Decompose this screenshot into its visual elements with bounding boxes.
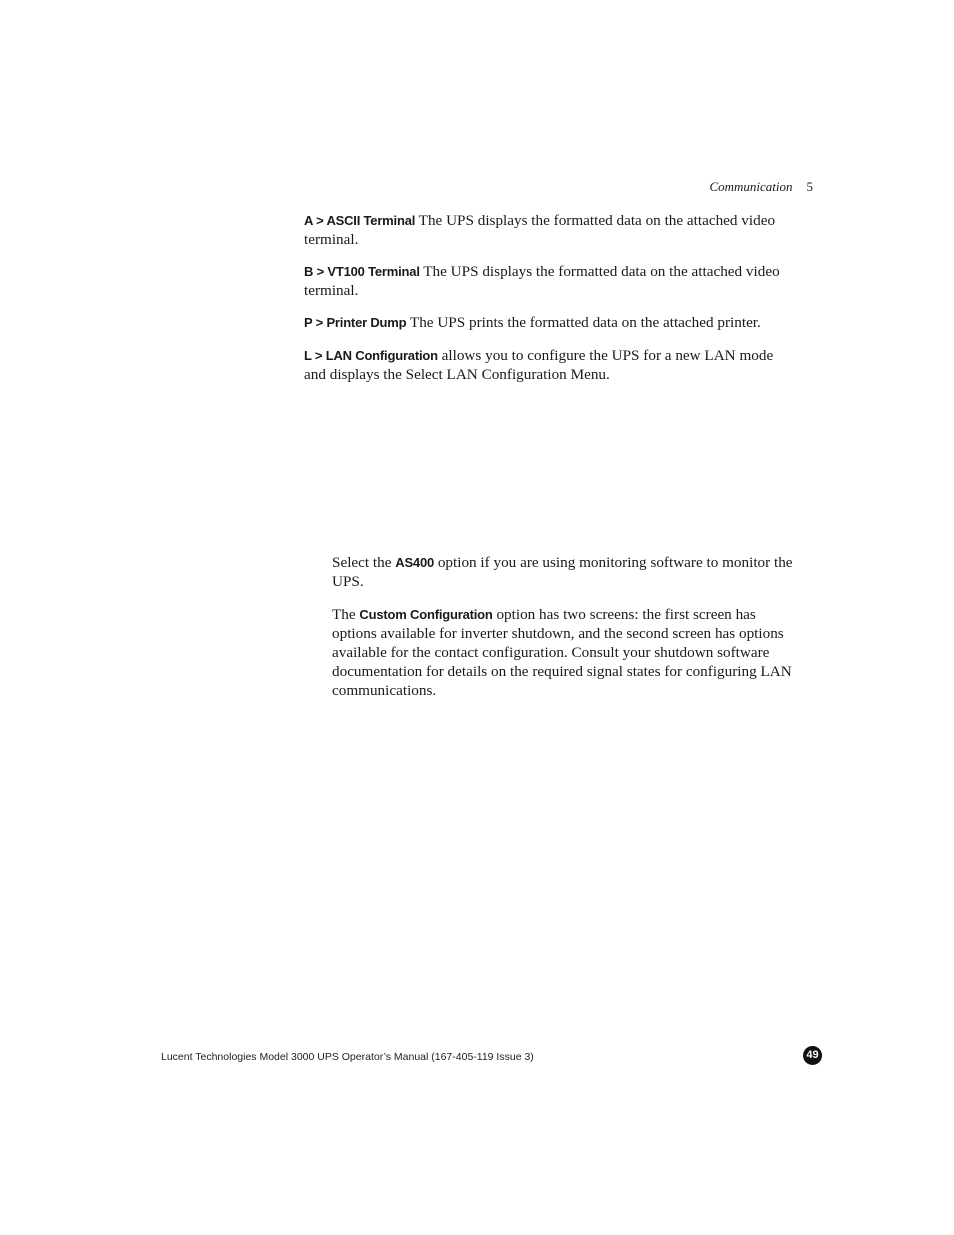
option-term: P > Printer Dump bbox=[304, 315, 407, 330]
custom-note-lead: The bbox=[332, 606, 360, 623]
option-term: A > ASCII Terminal bbox=[304, 213, 416, 228]
chapter-number: 5 bbox=[806, 179, 813, 194]
as400-term: AS400 bbox=[395, 555, 435, 570]
custom-configuration-term: Custom Configuration bbox=[359, 607, 493, 622]
as400-note bbox=[332, 553, 802, 591]
option-printer-dump bbox=[304, 313, 796, 332]
as400-note-body: option if you are using monitoring software to monitor the UPS. bbox=[332, 554, 793, 590]
page-number-badge: 49 bbox=[803, 1046, 822, 1065]
option-description: The UPS displays the formatted data on the attached video terminal. bbox=[304, 212, 776, 248]
option-description: The UPS prints the formatted data on the attached printer. bbox=[406, 314, 761, 331]
option-term: L > LAN Configuration bbox=[304, 348, 438, 363]
running-header bbox=[709, 179, 813, 195]
custom-configuration-note bbox=[332, 605, 802, 700]
option-description: The UPS displays the formatted data on the attached video terminal. bbox=[304, 263, 780, 299]
option-description: allows you to configure the UPS for a new LAN mode and displays the Select LAN Configuration Menu. bbox=[304, 347, 774, 383]
option-term: B > VT100 Terminal bbox=[304, 264, 420, 279]
footer-manual-title: Lucent Technologies Model 3000 UPS Operator’s Manual (167-405-119 Issue 3) bbox=[161, 1051, 534, 1063]
option-ascii-terminal bbox=[304, 211, 796, 249]
option-vt100-terminal bbox=[304, 262, 796, 300]
chapter-title: Communication bbox=[709, 179, 793, 194]
as400-note-lead: Select the bbox=[332, 554, 396, 571]
custom-note-body: option has two screens: the first screen has options available for inverter shutdown, and the second screen has options available for the contact configuration. Consult your shutdown software documentation for details on the required signal states for configuring LAN communications. bbox=[332, 606, 792, 699]
option-lan-configuration bbox=[304, 346, 796, 384]
